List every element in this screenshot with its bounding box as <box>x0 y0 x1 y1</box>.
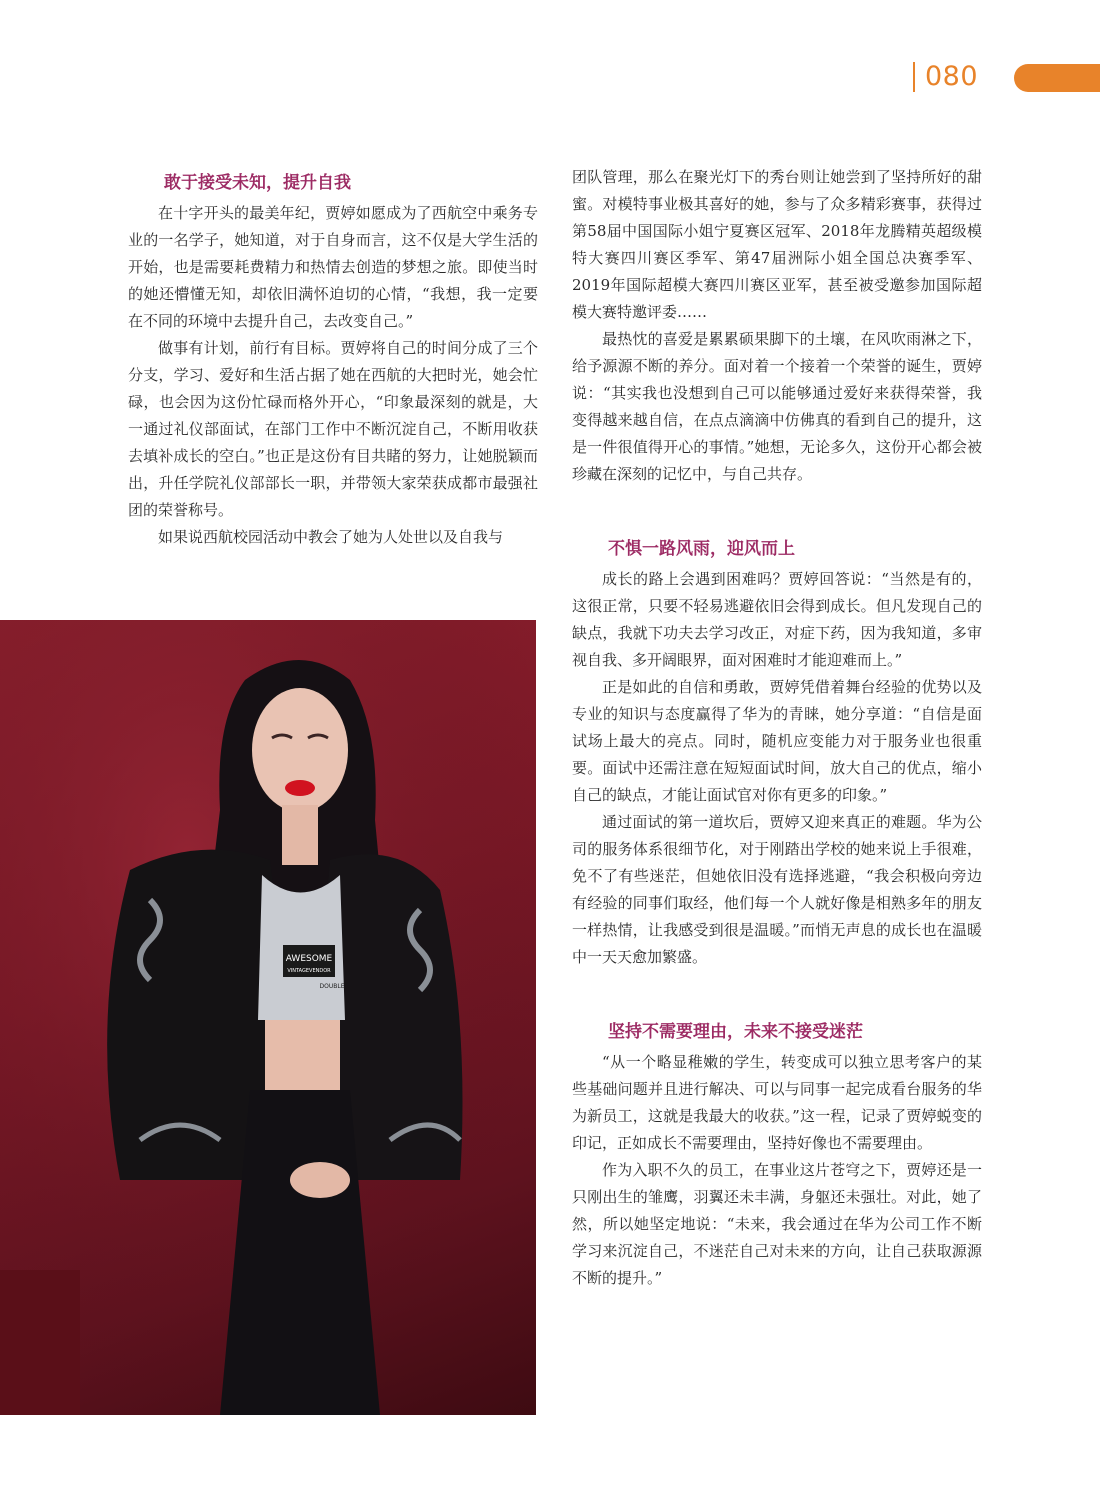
shirt-print-text: AWESOME <box>285 954 333 964</box>
red-lips <box>285 780 315 796</box>
shirt-print-subtext: VINTAGEVENDOR <box>287 968 331 974</box>
page-tab-decoration <box>1014 64 1100 92</box>
paragraph-continued: 团队管理，那么在聚光灯下的秀台则让她尝到了坚持所好的甜蜜。对模特事业极其喜好的她，参与了众多精彩赛事，获得过第58届中国国际小姐宁夏赛区冠军、2018年龙腾精英超级模特大赛四川赛区季军、第47届洲际小姐全国总决赛季军、2019年国际超模大赛四川赛区亚军，甚至被受邀参加国际超模大赛特邀评委…… <box>572 168 982 321</box>
paragraph: 在十字开头的最美年纪，贾婷如愿成为了西航空中乘务专业的一名学子，她知道，对于自身而言，这不仅是大学生活的开始，也是需要耗费精力和热情去创造的梦想之旅。即使当时的她还懵懂无知，却依旧满怀迫切的心情，“我想，我一定要在不同的环境中去提升自己，去改变自己。” <box>128 204 538 330</box>
left-column <box>128 170 538 551</box>
page-number-divider <box>913 62 915 92</box>
paragraph: “从一个略显稚嫩的学生，转变成可以独立思考客户的某些基础问题并且进行解决、可以与同事一起完成看台服务的华为新员工，这就是我最大的收获。”这一程，记录了贾婷蜕变的印记，正如成长不需要理由，坚持好像也不需要理由。 <box>572 1053 982 1152</box>
page-number: 080 <box>925 61 979 92</box>
shirt-tag-text: DOUBLE <box>319 983 345 990</box>
paragraph: 正是如此的自信和勇敢，贾婷凭借着舞台经验的优势以及专业的知识与态度赢得了华为的青睐，她分享道：“自信是面试场上最大的亮点。同时，随机应变能力对于服务业也很重要。面试中还需注意在短短面试时间，放大自己的优点，缩小自己的缺点，才能让面试官对你有更多的印象。” <box>572 678 982 804</box>
section-heading: 不惧一路风雨，迎风而上 <box>608 539 795 559</box>
red-chair <box>0 1270 80 1415</box>
portrait-photo <box>0 620 536 1415</box>
paragraph: 做事有计划，前行有目标。贾婷将自己的时间分成了三个分支，学习、爱好和生活占据了她在西航的大把时光，她会忙碌，也会因为这份忙碌而格外开心，“印象最深刻的就是，大一通过礼仪部面试，在部门工作中不断沉淀自己，不断用收获去填补成长的空白。”也正是这份有目共睹的努力，让她脱颖而出，升任学院礼仪部部长一职，并带领大家荣获成都市最强社团的荣誉称号。 <box>128 339 538 519</box>
portrait-illustration <box>0 620 536 1415</box>
paragraph: 如果说西航校园活动中教会了她为人处世以及自我与 <box>158 528 504 546</box>
section-heading: 坚持不需要理由，未来不接受迷茫 <box>608 1022 863 1042</box>
neck <box>282 805 318 865</box>
paragraph: 作为入职不久的员工，在事业这片苍穹之下，贾婷还是一只刚出生的雏鹰，羽翼还未丰满，身躯还未强壮。对此，她了然，所以她坚定地说：“未来，我会通过在华为公司工作不断学习来沉淀自己，不迷茫自己对未来的方向，让自己获取源源不断的提升。” <box>572 1161 982 1287</box>
midriff <box>265 1020 340 1090</box>
paragraph: 通过面试的第一道坎后，贾婷又迎来真正的难题。华为公司的服务体系很细节化，对于刚踏出学校的她来说上手很难，免不了有些迷茫，但她依旧没有选择逃避，“我会积极向旁边有经验的同事们取经，他们每一个人就好像是相熟多年的朋友一样热情，让我感受到很是温暖。”而悄无声息的成长也在温暖中一天天愈加繁盛。 <box>572 813 982 966</box>
hands <box>290 1162 350 1198</box>
section-heading: 敢于接受未知，提升自我 <box>164 173 351 193</box>
paragraph: 最热忱的喜爱是累累硕果脚下的土壤，在风吹雨淋之下，给予源源不断的养分。面对着一个接着一个荣誉的诞生，贾婷说：“其实我也没想到自己可以能够通过爱好来获得荣誉，我变得越来越自信，在点点滴滴中仿佛真的看到自己的提升，这是一件很值得开心的事情。”她想，无论多久，这份开心都会被珍藏在深刻的记忆中，与自己共存。 <box>572 330 982 483</box>
right-column <box>572 164 982 1292</box>
paragraph: 成长的路上会遇到困难吗？贾婷回答说：“当然是有的，这很正常，只要不轻易逃避依旧会得到成长。但凡发现自己的缺点，我就下功夫去学习改正，对症下药，因为我知道，多审视自我、多开阔眼界，面对困难时才能迎难而上。” <box>572 570 982 669</box>
